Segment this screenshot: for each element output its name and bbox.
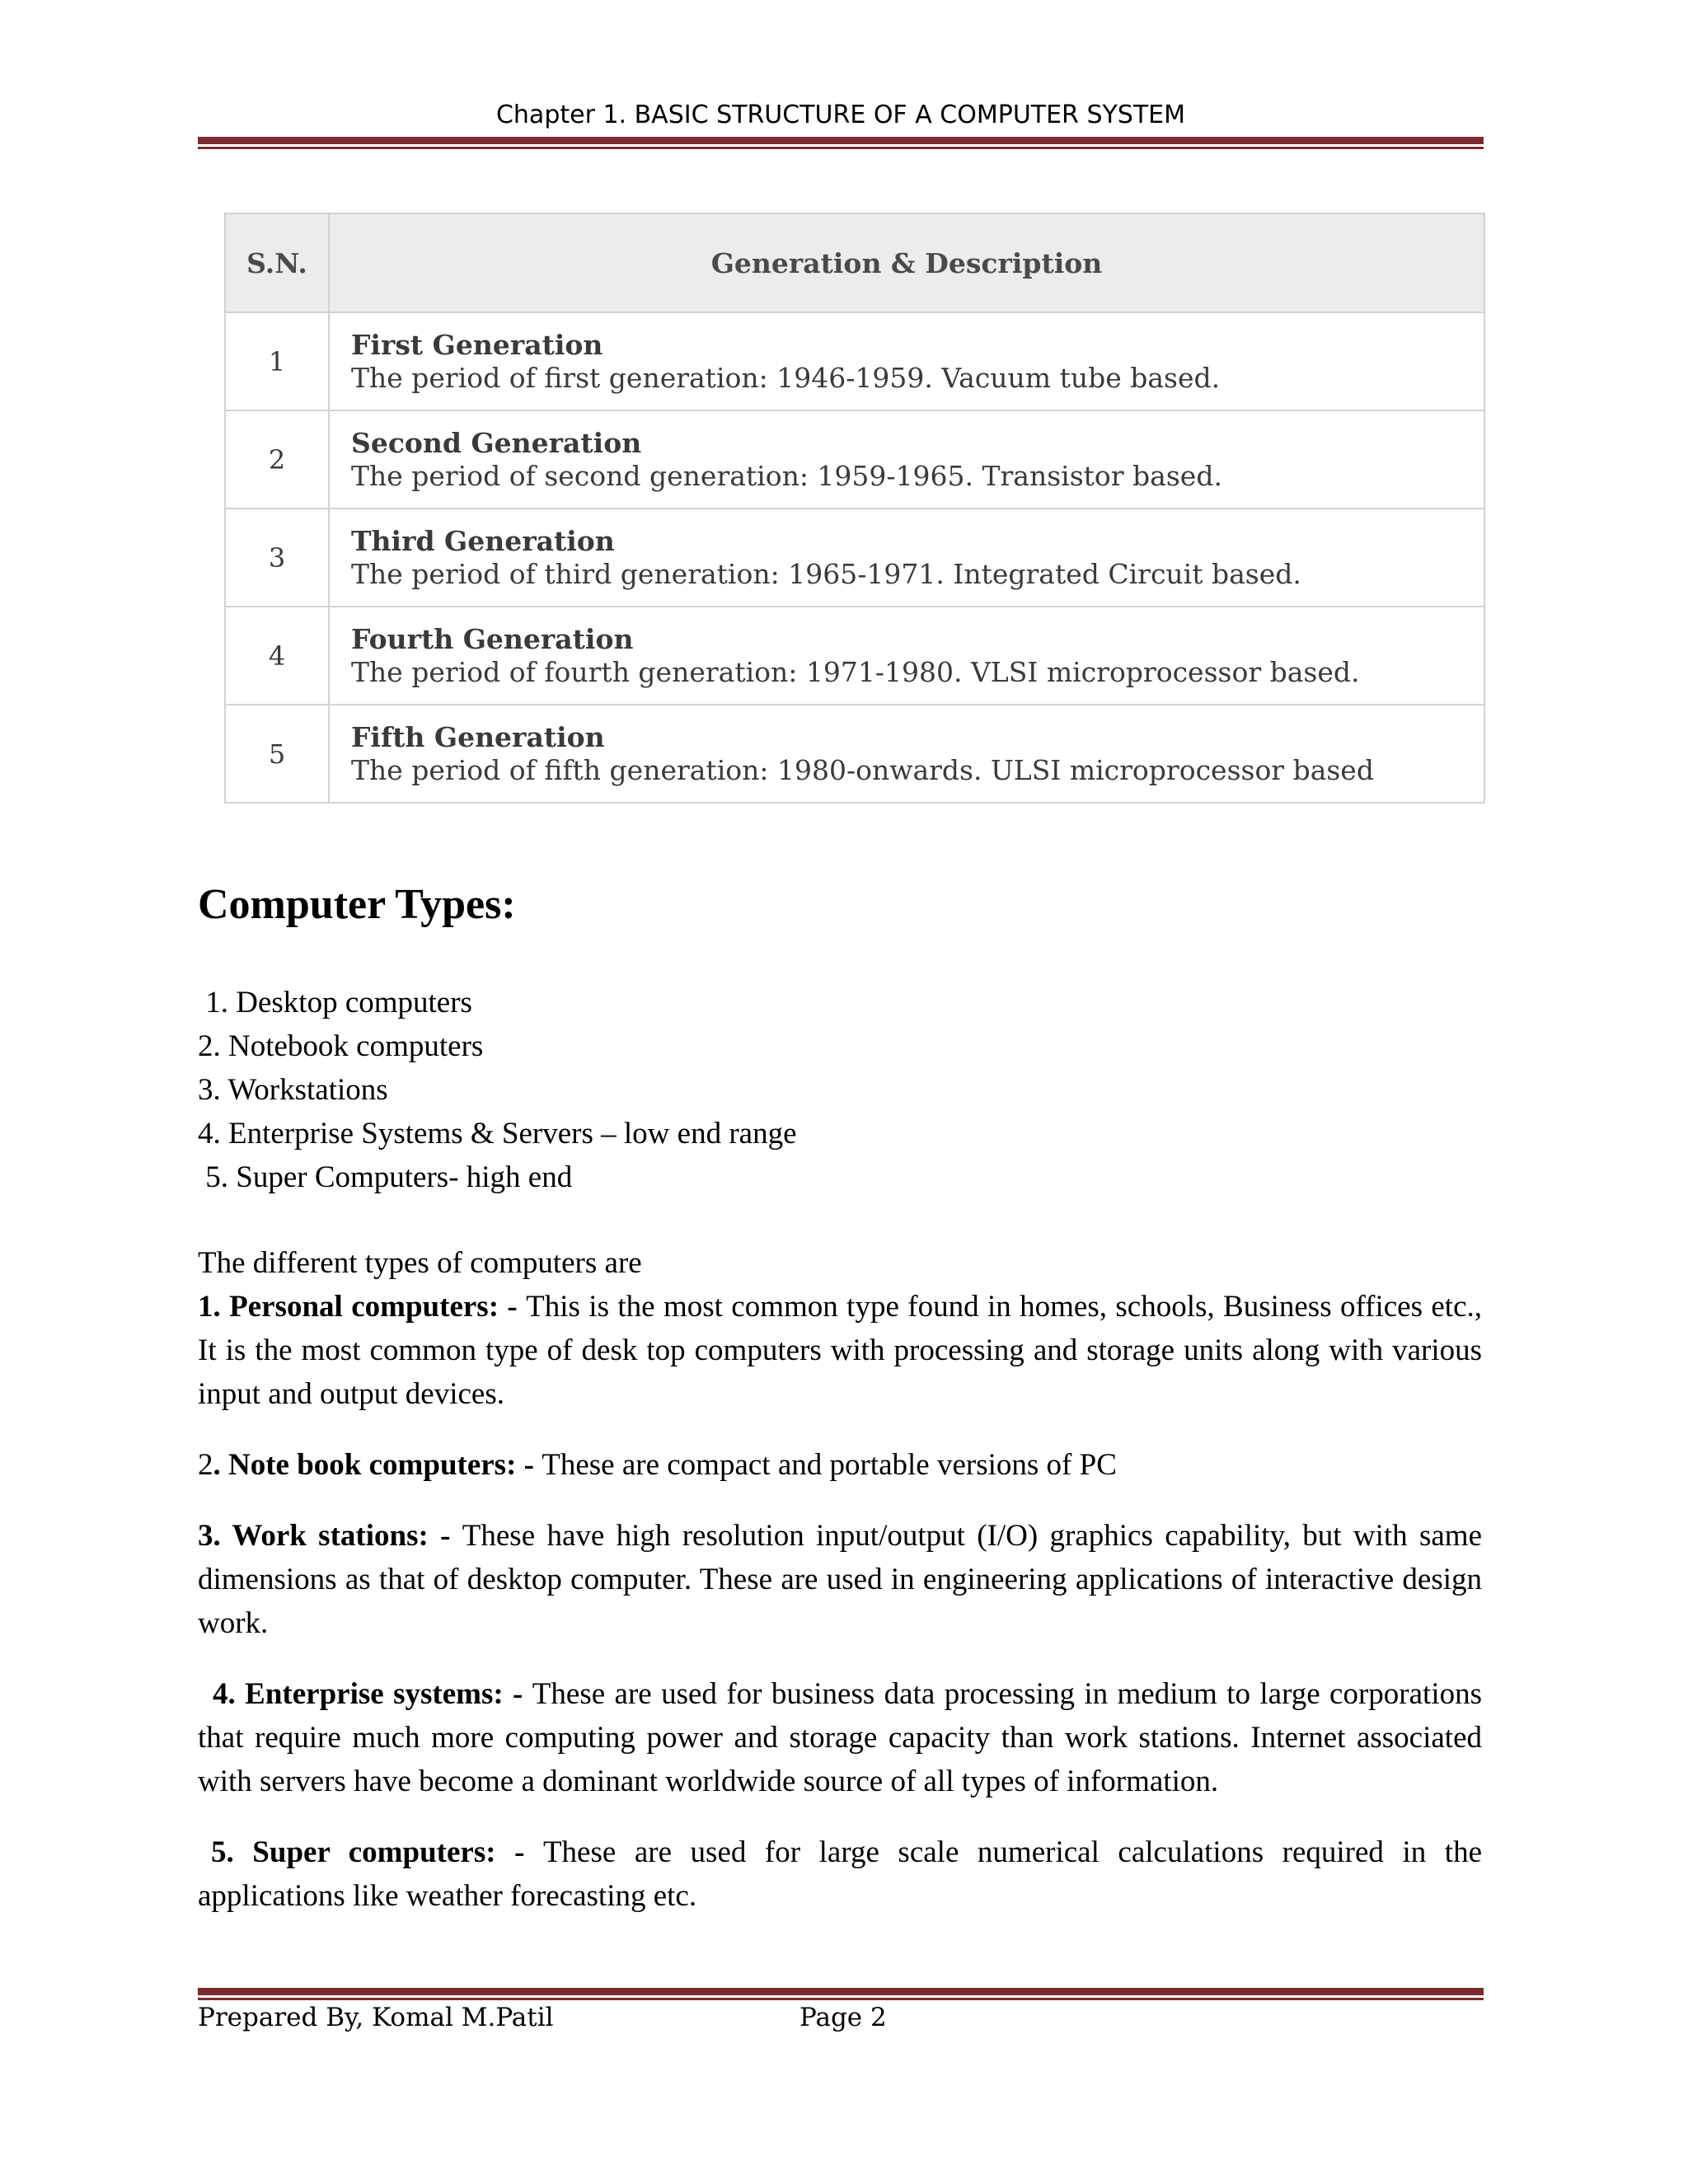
generation-description: The period of third generation: 1965-1971. Integrated Circuit based.: [351, 557, 1301, 590]
header-rule: [198, 137, 1484, 149]
paragraph-text: These are compact and portable versions of PC: [542, 1448, 1117, 1482]
generation-name: Second Generation: [351, 426, 642, 459]
paragraph-text: This is the most common type found in homes, schools, Business offices etc., It is the most common type of desk top computers with processing and storage units along with various input and output devices.: [198, 1290, 1482, 1411]
paragraph-lead: . Note book computers: -: [213, 1448, 542, 1482]
description-cell: [329, 410, 1484, 509]
sn-cell: 4: [225, 607, 329, 705]
page-header-title: Chapter 1. BASIC STRUCTURE OF A COMPUTER SYSTEM: [495, 101, 1186, 129]
table-row: [225, 509, 1484, 607]
description-cell: [329, 607, 1484, 705]
list-item: 5. Super Computers- high end: [198, 1160, 573, 1194]
sn-cell: 1: [225, 312, 329, 410]
computer-types-list: [198, 981, 797, 1199]
table-row: [225, 607, 1484, 705]
paragraph-lead: 3. Work stations: -: [198, 1519, 462, 1553]
section-title: Computer Types:: [198, 881, 516, 928]
paragraph-lead: 4. Enterprise systems: -: [213, 1677, 532, 1711]
generation-description: The period of fifth generation: 1980-onwards. ULSI microprocessor based: [351, 753, 1374, 786]
description-cell: [329, 705, 1484, 803]
body-text: [198, 1241, 1482, 1918]
generation-name: Third Generation: [351, 524, 615, 557]
paragraph-enterprise-systems: [198, 1672, 1482, 1803]
paragraph-lead: 5. Super computers: -: [211, 1835, 543, 1869]
table-row: [225, 410, 1484, 509]
paragraph-lead: 1. Personal computers: -: [198, 1290, 527, 1324]
sn-column-header: S.N.: [225, 213, 329, 312]
paragraph-text: These have high resolution input/output (I/O) graphics capability, but with same dimensions as that of desktop computer. These are used in engineering applications of interactive design work.: [198, 1519, 1482, 1640]
generations-table: [224, 213, 1485, 804]
description-column-header: Generation & Description: [329, 213, 1484, 312]
list-item: 4. Enterprise Systems & Servers – low end range: [198, 1117, 797, 1151]
footer-author: Prepared By, Komal M.Patil: [198, 2003, 554, 2032]
generation-description: The period of fourth generation: 1971-1980. VLSI microprocessor based.: [351, 655, 1360, 688]
table-row: [225, 312, 1484, 410]
paragraph-lead-plain: 2: [198, 1448, 213, 1482]
generation-name: First Generation: [351, 328, 603, 361]
generation-name: Fourth Generation: [351, 622, 634, 655]
sn-cell: 2: [225, 410, 329, 509]
list-item: 2. Notebook computers: [198, 1029, 484, 1063]
paragraph-super-computers: [198, 1830, 1482, 1918]
page-number: Page 2: [799, 2003, 887, 2032]
generation-description: The period of first generation: 1946-1959. Vacuum tube based.: [351, 361, 1221, 394]
table-row: [225, 705, 1484, 803]
table-header-row: [225, 213, 1484, 312]
paragraph-notebook-computers: [198, 1443, 1482, 1487]
paragraph-text: These are used for business data processing in medium to large corporations that require much more computing power and storage capacity than work stations. Internet associated with servers have become a dominant worldwide source of all types of information.: [198, 1677, 1482, 1798]
sn-cell: 3: [225, 509, 329, 607]
description-cell: [329, 312, 1484, 410]
paragraph-work-stations: [198, 1514, 1482, 1645]
sn-cell: 5: [225, 705, 329, 803]
paragraph-personal-computers: [198, 1285, 1482, 1416]
generation-description: The period of second generation: 1959-1965. Transistor based.: [351, 459, 1222, 492]
description-cell: [329, 509, 1484, 607]
generation-name: Fifth Generation: [351, 720, 605, 753]
list-item: 3. Workstations: [198, 1073, 388, 1107]
list-item: 1. Desktop computers: [198, 986, 472, 1019]
footer-rule: [198, 1988, 1484, 2000]
paragraph-text: These are used for large scale numerical calculations required in the applications like weather forecasting etc.: [198, 1835, 1482, 1913]
intro-text: The different types of computers are: [198, 1246, 642, 1280]
